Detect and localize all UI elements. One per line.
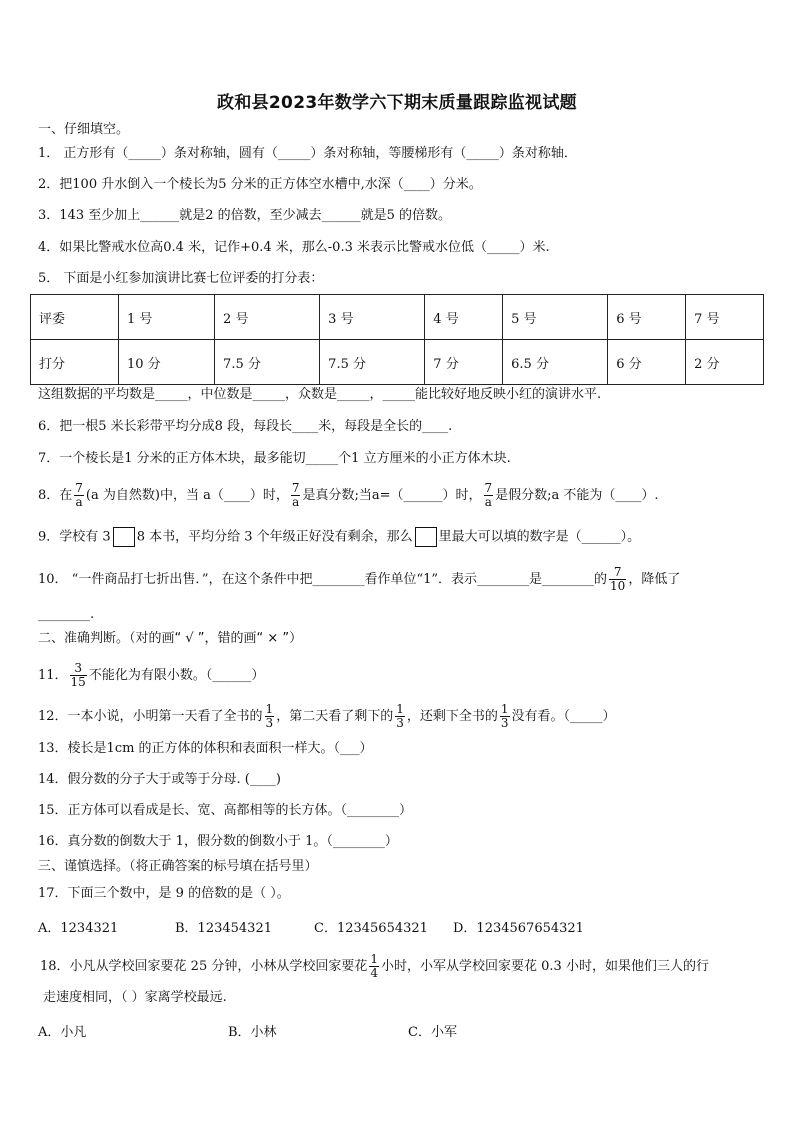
table-cell: 6 号 — [608, 295, 686, 340]
fraction-7-over-a: $\frac{7}{a}$ — [484, 481, 493, 509]
fraction-1-over-3: $\frac{1}{3}$ — [500, 702, 509, 730]
option-b[interactable]: B．小林 — [228, 1025, 277, 1040]
question-7: 7．一个棱长是1 分米的正方体木块，最多能切_____个1 立方厘米的小正方体木块. — [38, 451, 511, 466]
table-cell: 7.5 分 — [320, 340, 425, 385]
fraction-7-over-10: $\frac{7}{10}$ — [610, 565, 626, 593]
section-heading-choice: 三、谨慎选择。（将正确答案的标号填在括号里） — [38, 859, 318, 874]
score-table — [30, 294, 764, 385]
question-16: 16．真分数的倒数大于 1，假分数的倒数小于 1。（________） — [38, 834, 398, 849]
question-15: 15．正方体可以看成是长、宽、高都相等的长方体。（________） — [38, 803, 413, 818]
table-cell: 1 号 — [119, 295, 215, 340]
table-cell: 3 号 — [320, 295, 425, 340]
answer-box[interactable] — [415, 527, 437, 547]
table-cell: 6.5 分 — [503, 340, 608, 385]
question-18-continued: 走速度相同，（ ）家离学校最远. — [43, 990, 227, 1005]
option-a[interactable]: A．小凡 — [38, 1025, 87, 1040]
table-cell: 评委 — [31, 295, 119, 340]
table-cell: 4 号 — [425, 295, 503, 340]
table-cell: 7.5 分 — [215, 340, 320, 385]
option-c[interactable]: C．12345654321 — [314, 921, 428, 936]
section-heading-fill-blank: 一、仔细填空。 — [38, 122, 130, 137]
table-cell: 6 分 — [608, 340, 686, 385]
fraction-1-over-3: $\frac{1}{3}$ — [396, 702, 404, 730]
fraction-1-over-4: $\frac{1}{4}$ — [370, 952, 378, 980]
table-row — [31, 295, 764, 340]
question-11: 11． $\frac{3}{15}$ 不能化为有限小数。（______） — [38, 661, 265, 689]
table-cell: 2 分 — [686, 340, 764, 385]
table-cell: 2 号 — [215, 295, 320, 340]
table-cell: 5 号 — [503, 295, 608, 340]
question-13: 13．棱长是1cm 的正方体的体积和表面积一样大。（___） — [38, 741, 373, 756]
question-8: 8．在 $\frac{7}{a}$ (a 为自然数)中，当 a（____）时， $\frac{7}{a}$ 是真分数;当a=（______）时， $\frac{7}{a}$ 是假分数;a 不能为（____）. — [38, 481, 659, 509]
question-9: 9．学校有 3 8 本书，平均分给 3 个年级正好没有剩余，那么 里最大可以填的数字是（______）。 — [38, 527, 640, 547]
question-3: 3．143 至少加上______就是2 的倍数，至少减去______就是5 的倍数。 — [38, 208, 452, 223]
table-cell: 打分 — [31, 340, 119, 385]
question-14: 14．假分数的分子大于或等于分母. (____) — [38, 772, 281, 787]
fraction-7-over-a: $\frac{7}{a}$ — [291, 481, 300, 509]
question-2: 2．把100 升水倒入一个棱长为5 分米的正方体空水槽中,水深（____）分米。 — [38, 177, 482, 192]
table-cell: 7 号 — [686, 295, 764, 340]
option-d[interactable]: D．1234567654321 — [453, 921, 584, 936]
page-title: 政和县2023年数学六下期末质量跟踪监视试题 — [217, 93, 577, 113]
question-5-followup: 这组数据的平均数是_____，中位数是_____，众数是_____，_____能比较好地反映小红的演讲水平. — [38, 387, 602, 402]
table-row — [31, 340, 764, 385]
question-5: 5． 下面是小红参加演讲比赛七位评委的打分表： — [38, 271, 324, 286]
question-10: 10． “一件商品打七折出售．”，在这个条件中把________看作单位“1”．表示________是________的 $\frac{7}{10}$ ，降低了 — [38, 565, 681, 593]
fraction-7-over-a: $\frac{7}{a}$ — [75, 481, 83, 509]
option-c[interactable]: C．小军 — [408, 1025, 457, 1040]
option-a[interactable]: A．1234321 — [38, 921, 119, 936]
section-heading-judge: 二、准确判断。（对的画“ √ ”，错的画“ × ”） — [38, 631, 303, 646]
table-cell: 10 分 — [119, 340, 215, 385]
question-6: 6．把一根5 米长彩带平均分成8 段，每段长____米，每段是全长的____. — [38, 419, 453, 434]
option-b[interactable]: B．123454321 — [175, 921, 272, 936]
question-17: 17．下面三个数中，是 9 的倍数的是（ ）。 — [38, 886, 290, 901]
table-cell: 7 分 — [425, 340, 503, 385]
answer-box[interactable] — [113, 527, 135, 547]
question-12: 12．一本小说，小明第一天看了全书的 $\frac{1}{3}$ ，第二天看了剩下的 $\frac{1}{3}$ ，还剩下全书的 $\frac{1}{3}$ 没有看。（_____） — [38, 702, 616, 730]
question-10-continued: ________. — [38, 607, 95, 622]
question-18: 18．小凡从学校回家要花 25 分钟，小林从学校回家要花 $\frac{1}{4}$ 小时，小军从学校回家要花 0.3 小时，如果他们三人的行 — [40, 952, 709, 980]
fraction-3-over-15: $\frac{3}{15}$ — [70, 661, 86, 689]
question-4: 4．如果比警戒水位高0.4 米，记作+0.4 米，那么-0.3 米表示比警戒水位低（_____）米. — [38, 240, 550, 255]
fraction-1-over-3: $\frac{1}{3}$ — [265, 702, 274, 730]
question-1: 1． 正方形有（_____）条对称轴，圆有（_____）条对称轴，等腰梯形有（_____）条对称轴． — [38, 146, 577, 161]
